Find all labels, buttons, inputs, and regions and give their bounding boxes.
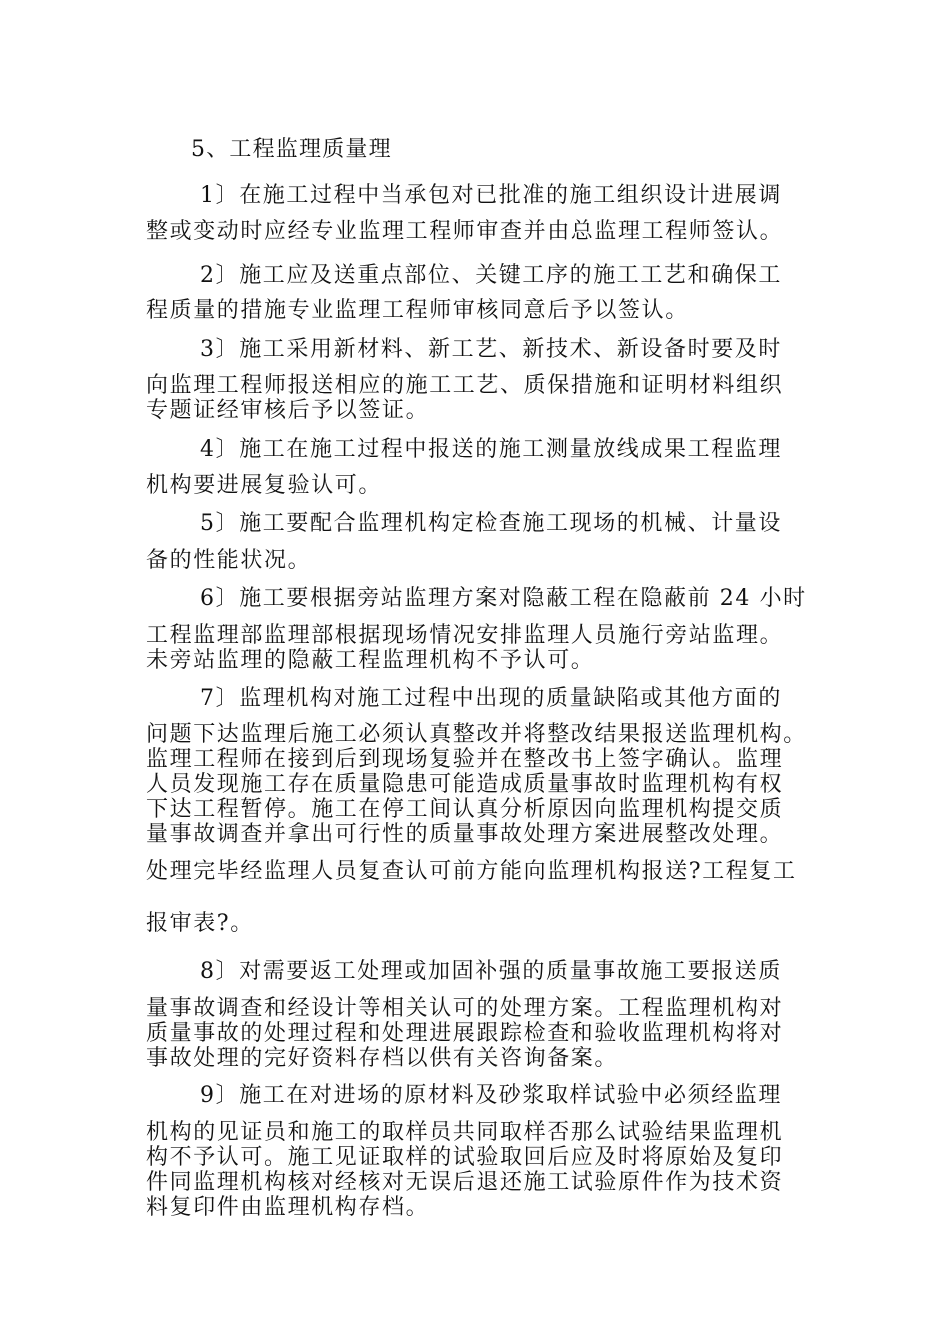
paragraph-line: 人员发现施工存在质量隐患可能造成质量事故时监理机构有权: [146, 772, 784, 797]
paragraph-line: 料复印件由监理机构存档。: [146, 1195, 430, 1220]
paragraph-line: 机构要进展复验认可。: [146, 473, 383, 498]
paragraph-line: 机构的见证员和施工的取样员共同取样否那么试验结果监理机: [146, 1120, 784, 1145]
paragraph-line: 报审表?。: [146, 911, 254, 936]
paragraph-line: 整或变动时应经专业监理工程师审查并由总监理工程师签认。: [146, 219, 784, 244]
paragraph-line: 件同监理机构核对经核对无误后退还施工试验原件作为技术资: [146, 1170, 784, 1195]
paragraph-line: 监理工程师在接到后到现场复验并在整改书上签字确认。监理: [146, 747, 784, 772]
paragraph-line: 量事故调查和经设计等相关认可的处理方案。工程监理机构对: [146, 996, 784, 1021]
paragraph-line: 构不予认可。施工见证取样的试验取回后应及时将原始及复印: [146, 1145, 784, 1170]
paragraph-line: 问题下达监理后施工必须认真整改并将整改结果报送监理机构。: [146, 722, 807, 747]
paragraph-line: 5〕施工要配合监理机构定检查施工现场的机械、计量设: [200, 511, 782, 536]
paragraph-line: 程质量的措施专业监理工程师审核同意后予以签认。: [146, 298, 689, 323]
paragraph-line: 质量事故的处理过程和处理进展跟踪检查和验收监理机构将对: [146, 1021, 784, 1046]
paragraph-line: 备的性能状况。: [146, 548, 312, 573]
paragraph-line: 8〕对需要返工处理或加固补强的质量事故施工要报送质: [200, 959, 782, 984]
paragraph-line: 7〕监理机构对施工过程中出现的质量缺陷或其他方面的: [200, 686, 782, 711]
paragraph-line: 2〕施工应及送重点部位、关键工序的施工工艺和确保工: [200, 263, 782, 288]
paragraph-line: 处理完毕经监理人员复查认可前方能向监理机构报送?工程复工: [146, 859, 797, 884]
section-heading: 5、工程监理质量理: [191, 137, 392, 162]
paragraph-line: 事故处理的完好资料存档以供有关咨询备案。: [146, 1046, 619, 1071]
paragraph-line: 6〕施工要根据旁站监理方案对隐蔽工程在隐蔽前 24 小时: [200, 586, 807, 611]
paragraph-line: 量事故调查并拿出可行性的质量事故处理方案进展整改处理。: [146, 822, 784, 847]
paragraph-line: 工程监理部监理部根据现场情况安排监理人员施行旁站监理。: [146, 623, 784, 648]
paragraph-line: 9〕施工在对进场的原材料及砂浆取样试验中必须经监理: [200, 1083, 782, 1108]
paragraph-line: 1〕在施工过程中当承包对已批准的施工组织设计进展调: [200, 183, 782, 208]
paragraph-line: 专题证经审核后予以签证。: [146, 398, 430, 423]
paragraph-line: 未旁站监理的隐蔽工程监理机构不予认可。: [146, 648, 595, 673]
paragraph-line: 下达工程暂停。施工在停工间认真分析原因向监理机构提交质: [146, 797, 784, 822]
paragraph-line: 3〕施工采用新材料、新工艺、新技术、新设备时要及时: [200, 337, 782, 362]
paragraph-line: 向监理工程师报送相应的施工工艺、质保措施和证明材料组织: [146, 373, 784, 398]
paragraph-line: 4〕施工在施工过程中报送的施工测量放线成果工程监理: [200, 437, 782, 462]
